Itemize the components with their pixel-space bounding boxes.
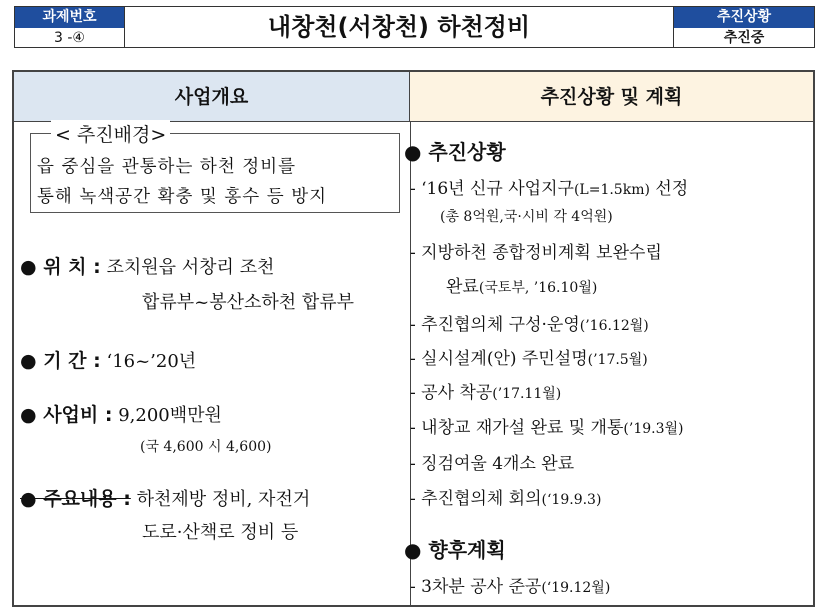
progress-item	[410, 378, 561, 403]
status-value: 추진중	[723, 30, 765, 46]
content-value-1: 하천제방 정비, 자전거	[136, 489, 311, 510]
location-value-2: 합류부~봉산소하천 합류부	[142, 292, 355, 313]
status-cell	[673, 7, 814, 47]
progress-item-note: (L=1.5km)	[573, 182, 650, 198]
progress-item-text: - 지방하천 종합정비계획 보완수립	[410, 243, 662, 263]
content-label: ● 주요내용 :	[20, 488, 131, 510]
status-section-title: ● 추진상황	[404, 140, 506, 164]
header-box	[14, 6, 815, 48]
progress-item-note: (’17.5월)	[587, 352, 648, 368]
content-value-2: 도로·산책로 정비 등	[142, 522, 299, 543]
plan-section-title: ● 향후계획	[404, 538, 506, 562]
progress-item	[410, 344, 648, 369]
location-label: ● 위 치 :	[20, 256, 101, 278]
plan-item-note: (‘19.12월)	[541, 580, 611, 596]
location-row	[20, 252, 274, 279]
period-row	[20, 346, 196, 373]
period-value: ‘16~’20년	[106, 351, 197, 372]
progress-item-note: (’16.12월)	[579, 318, 649, 334]
period-label: ● 기 간 :	[20, 350, 101, 372]
progress-item	[410, 449, 574, 474]
progress-item-text: - 실시설계(안) 주민설명	[410, 349, 588, 369]
overview-heading: 사업개요	[14, 72, 410, 122]
content-row-2	[142, 518, 298, 544]
progress-sub-note: (국토부, ’16.10월)	[478, 280, 598, 296]
background-line: 읍 중심을 관통하는 하천 정비를	[37, 157, 297, 177]
progress-sub-item: (총 8억원,국·시비 각 4억원)	[440, 209, 613, 225]
progress-sub-item	[446, 272, 597, 297]
progress-heading: 추진상황 및 계획	[410, 72, 813, 122]
progress-item-note: (’17.11월)	[492, 386, 562, 402]
progress-item	[410, 310, 649, 335]
progress-item	[410, 484, 601, 509]
location-value-1: 조치원읍 서창리 조천	[106, 257, 275, 278]
content-row	[20, 484, 310, 511]
plan-item	[410, 572, 610, 597]
status-label: 추진상황	[674, 7, 814, 28]
progress-item-text: - 추진협의체 회의	[410, 489, 542, 509]
background-text	[37, 152, 395, 212]
task-number-cell	[15, 7, 125, 47]
progress-item-note: (‘19.9.3)	[541, 492, 602, 508]
background-title: < 추진배경>	[51, 120, 170, 147]
location-row-2	[142, 288, 354, 314]
cost-label: ● 사업비 :	[20, 404, 113, 426]
progress-item-note: (’19.3월)	[623, 421, 684, 437]
progress-item-text: - 공사 착공	[410, 383, 493, 403]
progress-item	[410, 413, 683, 438]
progress-item	[410, 174, 688, 199]
cost-value: 9,200백만원	[118, 405, 222, 426]
progress-item-tail: 선정	[649, 179, 689, 199]
progress-item-text: - ‘16년 신규 사업지구	[410, 179, 574, 199]
background-box	[30, 124, 400, 213]
progress-item-text: - 징검여울 4개소 완료	[410, 454, 575, 474]
progress-item-text: - 내창교 재가설 완료 및 개통	[410, 418, 624, 438]
task-number-value: 3 -④	[54, 30, 85, 46]
progress-item	[410, 238, 662, 263]
progress-sub-prefix: 완료	[446, 277, 479, 297]
task-number-label: 과제번호	[15, 7, 124, 28]
cost-detail: (국 4,600 시 4,600)	[140, 439, 272, 455]
cost-row	[20, 400, 222, 427]
plan-item-text: - 3차분 공사 준공	[410, 577, 542, 597]
progress-item-text: - 추진협의체 구성·운영	[410, 315, 580, 335]
page-title: 내창천(서창천) 하천정비	[267, 13, 531, 41]
background-line: 통해 녹색공간 확충 및 홍수 등 방지	[37, 187, 328, 207]
